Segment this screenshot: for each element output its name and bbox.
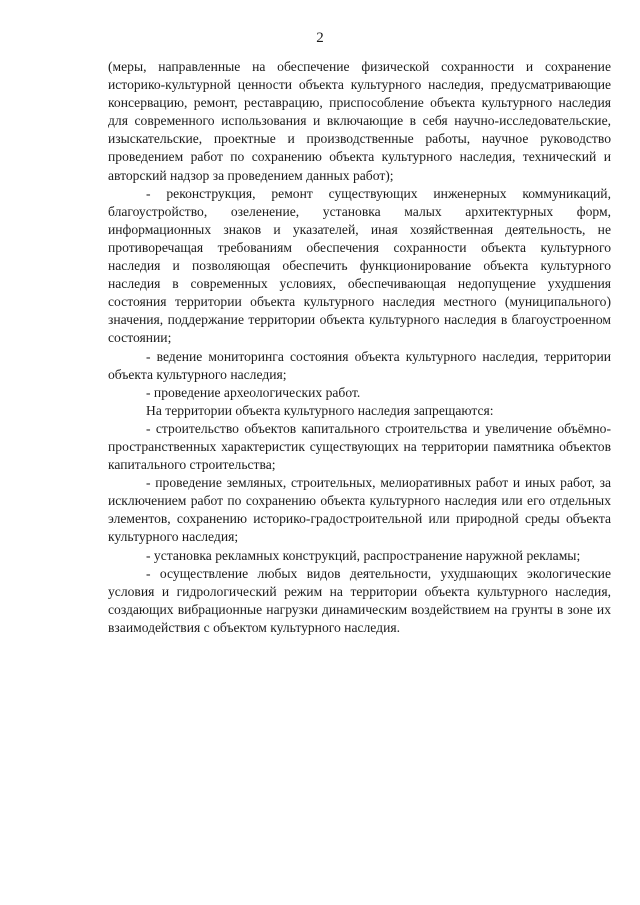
paragraph-advertising-ban: - установка рекламных конструкций, распространение наружной рекламы; bbox=[146, 547, 581, 563]
paragraph-monitoring: - ведение мониторинга состояния объекта культурного наследия, территории объекта культурного наследия; bbox=[108, 348, 611, 382]
page-number: 2 bbox=[316, 30, 324, 46]
paragraph-prohibitions-heading: На территории объекта культурного наследия запрещаются: bbox=[146, 402, 494, 418]
paragraph-archaeology: - проведение археологических работ. bbox=[146, 384, 361, 400]
paragraph-earthworks-ban: - проведение земляных, строительных, мелиоративных работ и иных работ, за исключением работ по сохранению объекта культурного наследия или его отдельных элементов, сохранению историко-градостроительной или природной среды объекта культурного наследия; bbox=[108, 475, 611, 545]
paragraph-reconstruction: - реконструкция, ремонт существующих инженерных коммуникаций, благоустройство, озеленение, установка малых архитектурных форм, информационных знаков и указателей, иная хозяйственная деятельность, не противоречащая требованиям обеспечения сохранности объекта культурного наследия и позволяющая обеспечить функционирование объекта культурного наследия в современных условиях, обеспечивающая недопущение ухудшения состояния территории объекта культурного наследия местного (муниципального) значения, поддержание территории объекта культурного наследия в благоустроенном состоянии; bbox=[108, 185, 611, 346]
document-body bbox=[108, 58, 611, 637]
paragraph-ecology-ban: - осуществление любых видов деятельности, ухудшающих экологические условия и гидрологический режим на территории объекта культурного наследия, создающих вибрационные нагрузки динамическим воздействием на грунты в зоне их взаимодействия с объектом культурного наследия. bbox=[108, 565, 611, 635]
paragraph-restoration-measures: (меры, направленные на обеспечение физической сохранности и сохранение историко-культурной ценности объекта культурного наследия, предусматривающие консервацию, ремонт, реставрацию, приспособление объекта культурного наследия для современного использования и включающие в себя научно-исследовательские, изыскательские, проектные и производственные работы, научное руководство проведением работ по сохранению объекта культурного наследия, технический и авторский надзор за проведением данных работ); bbox=[108, 59, 611, 183]
paragraph-construction-ban: - строительство объектов капитального строительства и увеличение объёмно-пространственных характеристик существующих на территории памятника объектов капитального строительства; bbox=[108, 420, 611, 473]
